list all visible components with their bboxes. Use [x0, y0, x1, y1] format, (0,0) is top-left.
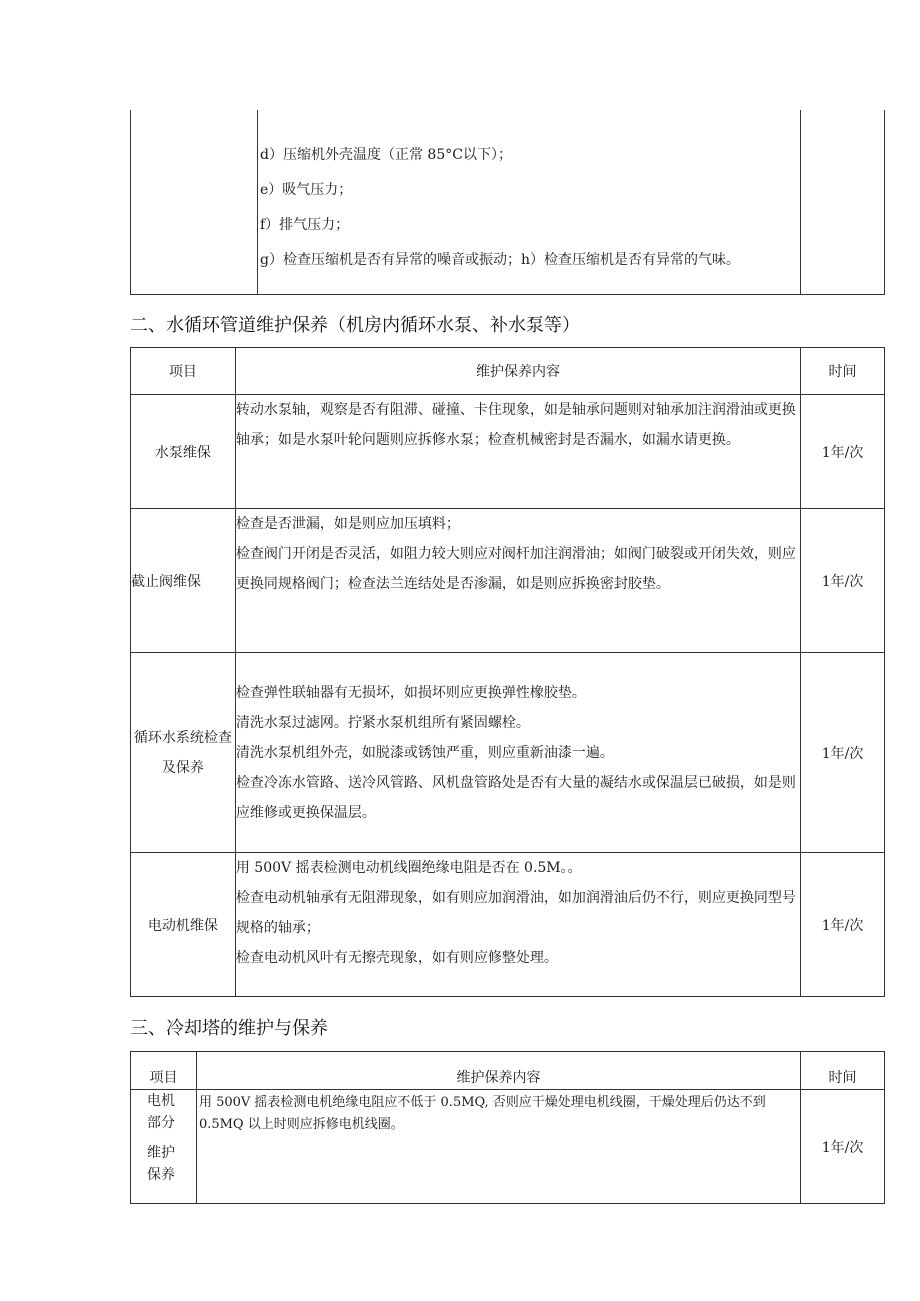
header-content: 维护保养内容	[196, 1052, 800, 1090]
section3-table	[130, 1051, 885, 1204]
table-row	[131, 1090, 885, 1204]
table-header-row	[131, 1052, 885, 1090]
row-content-line: 检查是否泄漏，如是则应加压填料；	[235, 516, 460, 532]
table-row	[131, 509, 885, 653]
row-item	[131, 1090, 197, 1204]
row-item: 水泵维保	[131, 395, 236, 509]
row-content: 用 500V 摇表检测电机绝缘电阻应不低于 0.5MQ, 否则应干燥处理电机线圈，干燥处理后仍达不到 0.5MQ 以上时则应拆修电机线圈。	[196, 1090, 800, 1204]
row-content-line: 清洗水泵机组外壳，如脱漆或锈蚀严重，则应重新油漆一遍。	[235, 744, 614, 761]
header-item: 项目	[131, 348, 236, 395]
row-time: 1年/次	[801, 1090, 885, 1204]
row-content	[235, 853, 800, 997]
row-content	[235, 653, 800, 853]
table-row	[131, 853, 885, 997]
row-content-line: 检查电动机风叶有无擦壳现象，如有则应修整处理。	[235, 950, 558, 966]
row-content-line: 清洗水泵过滤网。拧紧水泵机组所有紧固螺栓。	[235, 714, 530, 731]
row-content-line: 检查冷冻水管路、送冷风管路、风机盘管路处是否有大量的凝结水或保温层已破损，如是则应维修或更换保温层。	[235, 774, 796, 821]
section2-heading: 二、水循环管道维护保养（机房内循环水泵、补水泵等）	[130, 315, 580, 336]
header-time: 时间	[801, 1052, 885, 1090]
row-item-line: 部分	[147, 1115, 175, 1131]
top-item-e: e）吸气压力；	[260, 182, 353, 198]
header-item: 项目	[131, 1052, 197, 1090]
row-item: 循环水系统检查及保养	[131, 653, 236, 853]
row-content	[235, 395, 800, 509]
top-item-f: f）排气压力；	[260, 217, 350, 233]
row-content	[235, 509, 800, 653]
row-content-line: 检查弹性联轴器有无损坏，如损坏则应更换弹性橡胶垫。	[235, 684, 586, 701]
header-time: 时间	[801, 348, 885, 395]
row-item-line: 电机	[147, 1093, 175, 1109]
row-item: 电动机维保	[131, 853, 236, 997]
section3-heading: 三、冷却塔的维护与保养	[130, 1018, 328, 1039]
row-time: 1年/次	[801, 653, 885, 853]
row-content-line: 转动水泵轴，观察是否有阻滞、碰撞、卡住现象，如是轴承问题则对轴承加注润滑油或更换轴承；如是水泵叶轮问题则应拆修水泵；检查机械密封是否漏水，如漏水请更换。	[235, 402, 796, 448]
row-content-line: 用 500V 摇表检测电动机线圈绝缘电阻是否在 0.5M。。	[235, 860, 582, 876]
table-row	[131, 395, 885, 509]
row-time: 1年/次	[801, 853, 885, 997]
row-item-line: 维护	[147, 1145, 175, 1161]
section2-table	[130, 347, 885, 997]
row-item-line: 保养	[147, 1167, 175, 1183]
table-header-row	[131, 348, 885, 395]
top-item-g: g）检查压缩机是否有异常的噪音或振动；h）检查压缩机是否有异常的气味。	[260, 252, 740, 268]
row-content-line: 检查阀门开闭是否灵活，如阻力较大则应对阀杆加注润滑油；如阀门破裂或开闭失效，则应更换同规格阀门；检查法兰连结处是否渗漏，如是则应拆换密封胶垫。	[235, 546, 796, 592]
row-item: 截止阀维保	[131, 509, 236, 653]
row-content-line: 检查电动机轴承有无阻滞现象，如有则应加润滑油，如加润滑油后仍不行，则应更换同型号规格的轴承；	[235, 890, 796, 936]
row-time: 1年/次	[801, 509, 885, 653]
top-item-d: d）压缩机外壳温度（正常 85°C以下）；	[260, 147, 512, 163]
header-content: 维护保养内容	[235, 348, 800, 395]
row-time: 1年/次	[801, 395, 885, 509]
table-row	[131, 653, 885, 853]
